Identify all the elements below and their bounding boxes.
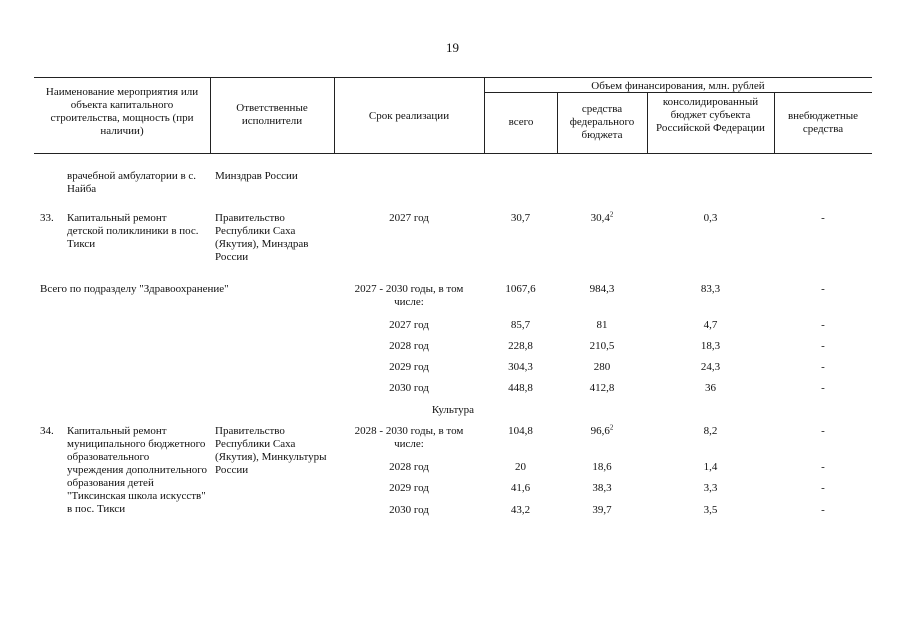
subtotal-federal: 984,3	[589, 283, 615, 295]
row-federal-value: 96,6	[590, 425, 610, 437]
year-period: 2028 год	[389, 340, 429, 352]
header-bottom-rule	[34, 153, 872, 154]
row-regional: 8,2	[703, 425, 718, 437]
row-federal-value: 30,4	[590, 212, 610, 224]
year-regional: 3,3	[703, 482, 718, 494]
row-responsible: Правительство Республики Саха (Якутия), Минкультуры России	[215, 425, 327, 476]
header-regional: консолидированный бюджет субъекта Российской Федерации	[656, 96, 765, 134]
header-top-rule	[34, 77, 872, 78]
header-federal: средства федерального бюджета	[569, 103, 635, 141]
header-divider	[774, 92, 775, 153]
row-regional: 0,3	[703, 212, 718, 224]
year-period: 2027 год	[389, 319, 429, 331]
year-federal: 39,7	[592, 504, 612, 516]
year-regional: 18,3	[700, 340, 721, 352]
year-extra: -	[821, 340, 825, 352]
year-total: 41,6	[510, 482, 531, 494]
year-total: 228,8	[508, 340, 533, 352]
subtotal-extra: -	[821, 283, 825, 295]
header-responsible: Ответственные исполнители	[236, 102, 308, 127]
section-title: Культура	[431, 404, 475, 416]
year-extra: -	[821, 382, 825, 394]
year-federal: 18,6	[592, 461, 612, 473]
year-extra: -	[821, 461, 825, 473]
row-federal	[557, 212, 647, 225]
year-federal: 280	[593, 361, 611, 373]
header-financing: Объем финансирования, млн. рублей	[591, 80, 765, 92]
year-period: 2028 год	[389, 461, 429, 473]
header-divider	[557, 92, 558, 153]
year-total: 20	[515, 461, 526, 473]
year-federal: 81	[596, 319, 608, 331]
year-regional: 36	[705, 382, 716, 394]
year-extra: -	[821, 361, 825, 373]
header-divider	[210, 77, 211, 153]
year-federal: 38,3	[592, 482, 612, 494]
header-name: Наименование мероприятия или объекта капитального строительства, мощность (при наличии)	[45, 86, 199, 137]
row-extra: -	[821, 212, 825, 224]
header-period: Срок реализации	[368, 110, 450, 122]
header-divider	[484, 77, 485, 153]
row-total: 30,7	[510, 212, 531, 224]
year-regional: 24,3	[700, 361, 721, 373]
year-period: 2029 год	[389, 361, 429, 373]
header-total: всего	[508, 116, 534, 128]
header-extrabudget: внебюджетные средства	[787, 110, 859, 135]
row-name: Капитальный ремонт муниципального бюджетного образовательного учреждения дополнительного образования детей "Тиксинская школа искусств" в пос. Тикси	[67, 425, 207, 515]
footnote-mark: 2	[609, 210, 614, 219]
year-period: 2030 год	[389, 382, 429, 394]
header-divider	[334, 77, 335, 153]
year-total: 448,8	[508, 382, 533, 394]
row-total: 104,8	[508, 425, 533, 437]
subtotal-total: 1067,6	[505, 283, 536, 295]
footnote-mark: 2	[609, 423, 614, 432]
continued-name: врачебной амбулатории в с. Найба	[67, 170, 197, 195]
row-name: Капитальный ремонт детской поликлиники в пос. Тикси	[67, 212, 199, 250]
row-period: 2028 - 2030 годы, в том числе:	[354, 425, 464, 450]
row-number: 33.	[40, 212, 54, 224]
row-federal	[557, 425, 647, 438]
page-number: 19	[446, 40, 459, 55]
year-regional: 3,5	[703, 504, 718, 516]
row-number: 34.	[40, 425, 54, 437]
year-federal: 210,5	[589, 340, 615, 352]
year-extra: -	[821, 504, 825, 516]
year-total: 304,3	[508, 361, 533, 373]
row-period: 2027 год	[389, 212, 429, 224]
subtotal-period: 2027 - 2030 годы, в том числе:	[354, 283, 464, 308]
subtotal-label: Всего по подразделу "Здравоохранение"	[40, 283, 229, 295]
year-period: 2029 год	[389, 482, 429, 494]
year-regional: 1,4	[703, 461, 718, 473]
year-extra: -	[821, 319, 825, 331]
subtotal-regional: 83,3	[700, 283, 721, 295]
year-period: 2030 год	[389, 504, 429, 516]
year-extra: -	[821, 482, 825, 494]
row-responsible: Правительство Республики Саха (Якутия), Минздрав России	[215, 212, 309, 263]
year-total: 85,7	[510, 319, 531, 331]
continued-responsible: Минздрав России	[215, 170, 298, 182]
year-federal: 412,8	[589, 382, 615, 394]
year-total: 43,2	[510, 504, 531, 516]
year-regional: 4,7	[703, 319, 718, 331]
row-extra: -	[821, 425, 825, 437]
